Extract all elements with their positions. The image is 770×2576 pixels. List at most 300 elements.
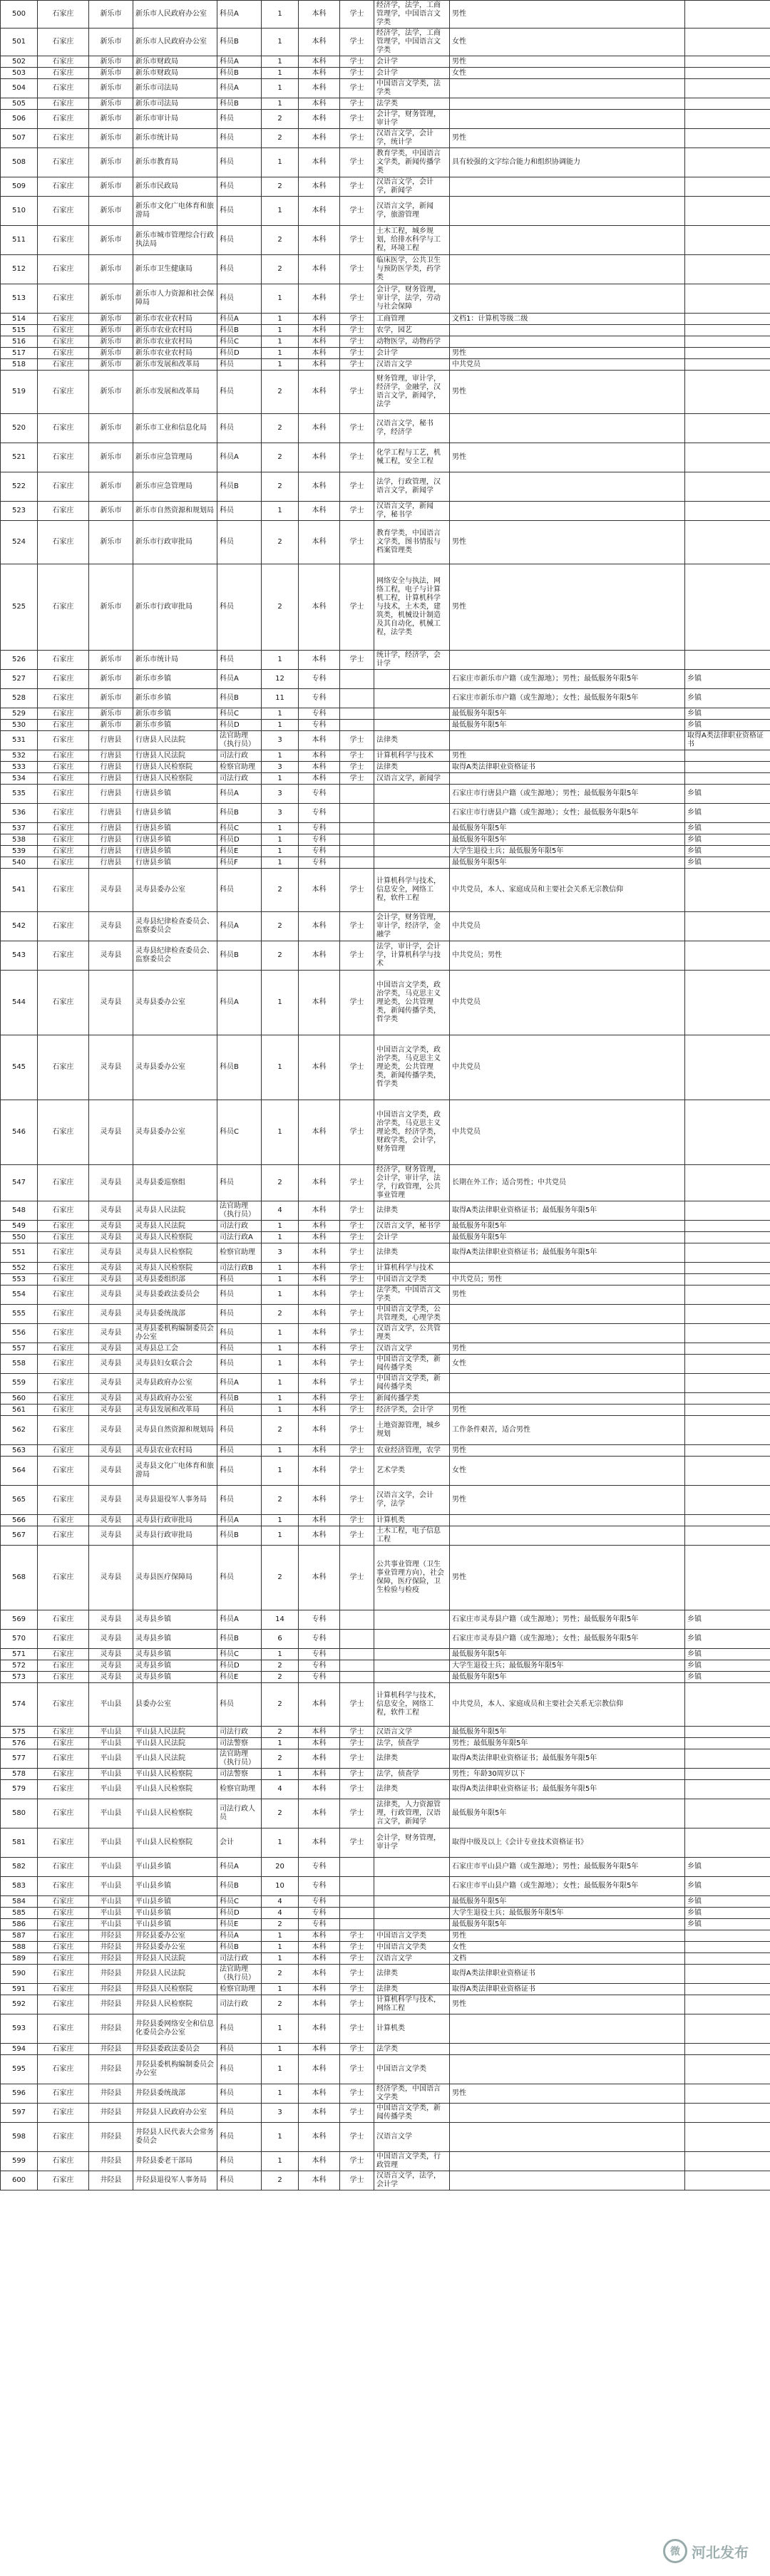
table-cell: 学士 — [340, 1683, 374, 1727]
table-cell: 522 — [1, 472, 38, 502]
table-cell: 2 — [262, 912, 299, 941]
table-cell — [685, 1984, 770, 1995]
table-cell: 科员A — [217, 1, 262, 29]
table-cell: 573 — [1, 1672, 38, 1683]
table-cell: 新乐市应急管理局 — [133, 472, 217, 502]
table-cell: 1 — [262, 1930, 299, 1942]
table-cell: 594 — [1, 2044, 38, 2055]
table-cell: 石家庄 — [38, 1, 89, 29]
table-cell: 法律类 — [374, 731, 450, 750]
table-cell: 石家庄 — [38, 472, 89, 502]
table-cell: 学士 — [340, 29, 374, 56]
table-cell — [685, 1965, 770, 1984]
table-cell: 10 — [262, 1877, 299, 1896]
table-cell — [340, 785, 374, 804]
table-cell — [685, 2044, 770, 2055]
table-row — [1, 255, 770, 284]
table-cell: 井陉县委机构编制委员会办公室 — [133, 2055, 217, 2084]
table-cell: 男性；最低服务年限5年 — [450, 1738, 685, 1749]
table-cell: 乡镇 — [685, 670, 770, 689]
table-cell: 井陉县 — [89, 1930, 133, 1942]
table-cell: 科员 — [217, 197, 262, 226]
table-cell: 1 — [262, 1526, 299, 1546]
table-cell: 石家庄 — [38, 857, 89, 869]
table-cell: 学士 — [340, 1546, 374, 1610]
table-cell: 灵寿县 — [89, 1610, 133, 1630]
table-cell: 男性 — [450, 1995, 685, 2014]
table-cell — [450, 1393, 685, 1405]
table-cell: 石家庄 — [38, 1515, 89, 1526]
table-cell: 学士 — [340, 2084, 374, 2104]
table-row — [1, 1942, 770, 1953]
table-cell: 经济学，财务管理，会计学，审计学，法学，行政管理，公共事业管理 — [374, 1165, 450, 1201]
table-row — [1, 1305, 770, 1324]
table-cell: 本科 — [299, 1355, 340, 1374]
table-cell: 1 — [262, 1445, 299, 1457]
table-cell: 检察官助理 — [217, 762, 262, 773]
table-cell: 506 — [1, 110, 38, 129]
table-cell: 科员 — [217, 284, 262, 314]
table-cell: 本科 — [299, 414, 340, 443]
table-cell: 本科 — [299, 2152, 340, 2171]
table-cell: 本科 — [299, 1243, 340, 1263]
table-cell: 科员A — [217, 1515, 262, 1526]
table-cell: 井陉县 — [89, 2104, 133, 2123]
table-cell: 石家庄 — [38, 29, 89, 56]
table-cell: 灵寿县委统战部 — [133, 1305, 217, 1324]
table-cell — [685, 68, 770, 79]
table-cell: 科员B — [217, 1393, 262, 1405]
table-cell: 灵寿县文化广电体育和旅游局 — [133, 1457, 217, 1486]
table-cell: 石家庄 — [38, 689, 89, 708]
table-cell — [685, 1749, 770, 1769]
table-cell: 乡镇 — [685, 1858, 770, 1877]
table-cell: 灵寿县委办公室 — [133, 1100, 217, 1165]
table-cell: 1 — [262, 2014, 299, 2044]
table-cell: 石家庄 — [38, 414, 89, 443]
table-cell: 石家庄 — [38, 2044, 89, 2055]
table-cell: 灵寿县 — [89, 1405, 133, 1416]
table-cell: 石家庄市行唐县户籍（或生源地）；男性；最低服务年限5年 — [450, 785, 685, 804]
table-row — [1, 670, 770, 689]
table-row — [1, 2084, 770, 2104]
table-cell: 新乐市人民政府办公室 — [133, 1, 217, 29]
table-cell: 中共党员，本人、家庭成员和主要社会关系无宗教信仰 — [450, 1683, 685, 1727]
table-cell — [685, 971, 770, 1035]
table-cell: 石家庄 — [38, 1995, 89, 2014]
table-cell: 教育学类，中国语言文学类，新闻传播学类 — [374, 148, 450, 177]
table-cell — [450, 79, 685, 98]
table-cell: 新乐市 — [89, 98, 133, 110]
table-cell: 学士 — [340, 177, 374, 197]
table-cell: 中共党员 — [450, 359, 685, 371]
table-cell: 新乐市发展和改革局 — [133, 371, 217, 414]
table-row — [1, 79, 770, 98]
table-row — [1, 1486, 770, 1515]
table-cell: 544 — [1, 971, 38, 1035]
table-cell: 2 — [262, 414, 299, 443]
table-cell: 505 — [1, 98, 38, 110]
table-cell: 540 — [1, 857, 38, 869]
table-cell — [685, 110, 770, 129]
table-row — [1, 651, 770, 670]
table-cell: 中国语言文学类 — [374, 1274, 450, 1286]
table-cell: 本科 — [299, 1286, 340, 1305]
table-cell: 行唐县乡镇 — [133, 857, 217, 869]
table-cell — [685, 1738, 770, 1749]
table-cell: 检察官助理 — [217, 1780, 262, 1799]
table-cell — [450, 2171, 685, 2190]
table-row — [1, 2055, 770, 2084]
table-cell: 577 — [1, 1749, 38, 1769]
table-cell: 本科 — [299, 255, 340, 284]
table-cell: 专科 — [299, 1649, 340, 1660]
table-cell: 科员 — [217, 255, 262, 284]
table-row — [1, 708, 770, 720]
table-cell: 571 — [1, 1649, 38, 1660]
table-cell — [340, 1630, 374, 1649]
table-cell: 新乐市自然资源和规划局 — [133, 502, 217, 521]
table-cell: 工商管理 — [374, 314, 450, 325]
table-row — [1, 1630, 770, 1649]
table-cell: 艺术学类 — [374, 1457, 450, 1486]
table-cell: 503 — [1, 68, 38, 79]
table-cell: 本科 — [299, 1201, 340, 1221]
table-cell: 计算机类 — [374, 2014, 450, 2044]
table-cell: 法学，行政管理，汉语言文学，新闻学 — [374, 472, 450, 502]
table-row — [1, 68, 770, 79]
table-cell: 乡镇 — [685, 1610, 770, 1630]
table-cell: 学士 — [340, 98, 374, 110]
table-cell: 596 — [1, 2084, 38, 2104]
table-cell: 本科 — [299, 197, 340, 226]
table-row — [1, 1610, 770, 1630]
table-cell: 专科 — [299, 1896, 340, 1908]
table-cell: 科员 — [217, 1324, 262, 1343]
table-cell: 平山县 — [89, 1738, 133, 1749]
table-cell: 汉语言文学，会计学，法学 — [374, 1486, 450, 1515]
table-cell: 学士 — [340, 1324, 374, 1343]
table-row — [1, 414, 770, 443]
table-cell: 灵寿县委办公室 — [133, 971, 217, 1035]
table-cell: 本科 — [299, 2014, 340, 2044]
table-cell — [374, 1660, 450, 1672]
table-cell: 男性 — [450, 564, 685, 651]
table-cell: 本科 — [299, 1457, 340, 1486]
table-cell: 取得A类法律职业资格证书；最低服务年限5年 — [450, 1749, 685, 1769]
table-cell: 本科 — [299, 336, 340, 348]
table-row — [1, 1, 770, 29]
table-cell: 汉语言文学，会计学，统计学 — [374, 129, 450, 148]
table-cell: 科员A — [217, 912, 262, 941]
table-cell: 灵寿县 — [89, 912, 133, 941]
table-cell: 科员A — [217, 56, 262, 68]
table-cell: 专科 — [299, 1858, 340, 1877]
table-cell: 本科 — [299, 29, 340, 56]
table-cell: 学士 — [340, 1486, 374, 1515]
table-cell: 学士 — [340, 1232, 374, 1243]
table-cell: 科员 — [217, 1457, 262, 1486]
table-cell: 595 — [1, 2055, 38, 2084]
table-cell: 汉语言文学，秘书学 — [374, 1221, 450, 1232]
table-row — [1, 1877, 770, 1896]
table-cell: 学士 — [340, 1526, 374, 1546]
table-cell — [374, 823, 450, 834]
table-cell: 1 — [262, 79, 299, 98]
table-cell: 灵寿县人民检察院 — [133, 1263, 217, 1274]
table-cell: 新乐市司法局 — [133, 79, 217, 98]
table-cell: 学士 — [340, 56, 374, 68]
table-cell: 最低服务年限5年 — [450, 834, 685, 846]
table-cell: 新乐市 — [89, 29, 133, 56]
table-cell: 经济学类，中国语言文学类 — [374, 2084, 450, 2104]
table-cell: 石家庄 — [38, 1953, 89, 1965]
table-cell: 乡镇 — [685, 823, 770, 834]
table-cell: 石家庄 — [38, 1445, 89, 1457]
table-cell: 专科 — [299, 1630, 340, 1649]
table-cell: 行唐县乡镇 — [133, 846, 217, 857]
table-cell: 学士 — [340, 1515, 374, 1526]
table-cell: 学士 — [340, 502, 374, 521]
table-cell: 学士 — [340, 1343, 374, 1355]
table-cell: 科员 — [217, 129, 262, 148]
table-cell: 男性 — [450, 1546, 685, 1610]
table-cell: 灵寿县退役军人事务局 — [133, 1486, 217, 1515]
table-row — [1, 1995, 770, 2014]
table-cell: 石家庄 — [38, 1305, 89, 1324]
table-cell: 司法行政 — [217, 750, 262, 762]
table-cell: 1 — [262, 148, 299, 177]
table-cell: 501 — [1, 29, 38, 56]
table-cell: 井陉县人民法院 — [133, 1965, 217, 1984]
table-cell: 灵寿县 — [89, 869, 133, 912]
table-cell: 石家庄 — [38, 2171, 89, 2190]
table-cell: 取得A类法律职业资格证书 — [685, 731, 770, 750]
table-cell: 新乐市 — [89, 336, 133, 348]
table-cell: 新乐市文化广电体育和旅游局 — [133, 197, 217, 226]
table-cell: 本科 — [299, 472, 340, 502]
table-cell: 石家庄 — [38, 1274, 89, 1286]
table-cell: 石家庄 — [38, 1232, 89, 1243]
table-cell: 灵寿县人民法院 — [133, 1201, 217, 1221]
table-cell — [685, 1221, 770, 1232]
table-cell — [685, 1526, 770, 1546]
table-cell — [374, 1919, 450, 1930]
table-cell: 学士 — [340, 371, 374, 414]
table-cell: 本科 — [299, 1727, 340, 1738]
table-cell: 石家庄 — [38, 2055, 89, 2084]
table-cell: 500 — [1, 1, 38, 29]
table-cell: 司法行政 — [217, 1995, 262, 2014]
table-cell: 灵寿县人民检察院 — [133, 1243, 217, 1263]
table-cell: 灵寿县 — [89, 1526, 133, 1546]
table-cell: 科员 — [217, 2084, 262, 2104]
table-cell: 男性 — [450, 1445, 685, 1457]
table-cell: 行唐县人民法院 — [133, 731, 217, 750]
table-cell: 新乐市 — [89, 314, 133, 325]
table-cell: 593 — [1, 2014, 38, 2044]
table-cell — [450, 1305, 685, 1324]
table-cell: 灵寿县 — [89, 1393, 133, 1405]
table-cell: 学士 — [340, 1393, 374, 1405]
table-cell — [685, 1799, 770, 1828]
table-cell — [450, 1374, 685, 1393]
table-cell: 汉语言文学，秘书学，经济学 — [374, 414, 450, 443]
table-cell — [374, 857, 450, 869]
table-cell: 会计学，财务管理，审计学 — [374, 110, 450, 129]
table-cell — [374, 1908, 450, 1919]
table-cell: 3 — [262, 731, 299, 750]
table-cell: 平山县人民检察院 — [133, 1828, 217, 1858]
table-cell: 530 — [1, 720, 38, 731]
table-cell: 石家庄 — [38, 1738, 89, 1749]
table-cell: 1 — [262, 857, 299, 869]
table-cell: 石家庄 — [38, 2084, 89, 2104]
table-cell: 取得中级及以上《会计专业技术资格证书》 — [450, 1828, 685, 1858]
table-cell: 法律类，人力资源管理，行政管理，汉语言文学，新闻学 — [374, 1799, 450, 1828]
table-row — [1, 1649, 770, 1660]
table-cell: 中国语言文学类 — [374, 1930, 450, 1942]
table-cell: 井陉县 — [89, 2123, 133, 2152]
table-cell: 3 — [262, 804, 299, 823]
table-cell: 石家庄 — [38, 1908, 89, 1919]
table-cell: 大学生退役士兵；最低服务年限5年 — [450, 1908, 685, 1919]
table-cell — [685, 564, 770, 651]
table-cell: 本科 — [299, 371, 340, 414]
table-cell — [685, 325, 770, 336]
table-cell: 石家庄市平山县户籍（或生源地）；男性；最低服务年限5年 — [450, 1858, 685, 1877]
table-cell: 井陉县退役军人事务局 — [133, 2171, 217, 2190]
table-cell: 石家庄 — [38, 731, 89, 750]
table-cell: 555 — [1, 1305, 38, 1324]
table-cell: 14 — [262, 1610, 299, 1630]
table-cell: 灵寿县人民法院 — [133, 1221, 217, 1232]
table-cell — [450, 336, 685, 348]
table-cell: 灵寿县 — [89, 1660, 133, 1672]
table-cell: 2 — [262, 564, 299, 651]
table-cell: 科员 — [217, 371, 262, 414]
table-cell: 562 — [1, 1416, 38, 1445]
table-cell: 学士 — [340, 762, 374, 773]
table-cell: 新乐市农业农村局 — [133, 336, 217, 348]
table-cell: 司法行政 — [217, 1953, 262, 1965]
table-cell: 1 — [262, 1405, 299, 1416]
table-cell: 565 — [1, 1486, 38, 1515]
table-row — [1, 325, 770, 336]
table-cell: 科员 — [217, 2171, 262, 2190]
table-cell — [450, 651, 685, 670]
table-cell: 本科 — [299, 773, 340, 785]
table-cell: 会计学 — [374, 1232, 450, 1243]
table-cell: 学士 — [340, 472, 374, 502]
table-cell — [685, 869, 770, 912]
table-cell: 科员 — [217, 110, 262, 129]
table-cell: 石家庄 — [38, 79, 89, 98]
table-cell — [685, 255, 770, 284]
table-cell: 科员B — [217, 472, 262, 502]
table-cell: 井陉县委办公室 — [133, 1942, 217, 1953]
table-cell: 法学，侦查学 — [374, 1769, 450, 1780]
table-cell: 汉语言文学，会计学，新闻学 — [374, 177, 450, 197]
table-cell: 石家庄 — [38, 1727, 89, 1738]
table-cell: 灵寿县委机构编制委员会办公室 — [133, 1324, 217, 1343]
table-cell: 灵寿县妇女联合会 — [133, 1355, 217, 1374]
table-cell: 本科 — [299, 1984, 340, 1995]
table-cell: 教育学类，中国语言文学类，图书情报与档案管理类 — [374, 521, 450, 564]
table-cell: 石家庄 — [38, 1546, 89, 1610]
table-cell — [685, 1953, 770, 1965]
table-cell: 行唐县人民法院 — [133, 750, 217, 762]
table-cell: 4 — [262, 1896, 299, 1908]
table-cell: 学士 — [340, 1374, 374, 1393]
table-cell: 本科 — [299, 1405, 340, 1416]
table-cell — [685, 348, 770, 359]
table-cell: 科员C — [217, 1896, 262, 1908]
table-cell: 井陉县人民检察院 — [133, 1995, 217, 2014]
table-cell — [685, 1343, 770, 1355]
table-cell: 新闻传播学类 — [374, 1393, 450, 1405]
table-cell: 科员B — [217, 1942, 262, 1953]
table-cell: 2 — [262, 941, 299, 971]
table-cell: 法官助理（执行员） — [217, 1749, 262, 1769]
table-row — [1, 1201, 770, 1221]
table-cell — [374, 1877, 450, 1896]
table-row — [1, 1405, 770, 1416]
table-cell: 新乐市 — [89, 110, 133, 129]
table-cell: 科员 — [217, 1405, 262, 1416]
table-cell: 本科 — [299, 1232, 340, 1243]
table-cell: 新乐市乡镇 — [133, 689, 217, 708]
table-cell: 取得A类法律职业资格证书；最低服务年限5年 — [450, 1243, 685, 1263]
table-cell: 灵寿县 — [89, 1355, 133, 1374]
table-cell — [374, 708, 450, 720]
table-cell: 男性 — [450, 371, 685, 414]
table-cell: 本科 — [299, 177, 340, 197]
table-cell: 新乐市 — [89, 472, 133, 502]
table-row — [1, 1546, 770, 1610]
table-row — [1, 941, 770, 971]
table-cell: 科员A — [217, 443, 262, 472]
table-row — [1, 1416, 770, 1445]
table-cell: 2 — [262, 1672, 299, 1683]
table-cell: 523 — [1, 502, 38, 521]
table-cell: 中共党员 — [450, 1100, 685, 1165]
table-cell: 平山县乡镇 — [133, 1858, 217, 1877]
table-cell: 科员B — [217, 68, 262, 79]
table-cell: 学士 — [340, 1953, 374, 1965]
table-row — [1, 731, 770, 750]
table-cell: 专科 — [299, 1877, 340, 1896]
table-cell: 公共事业管理（卫生事业管理方向），社会保障，医疗保险，卫生检验与检疫 — [374, 1546, 450, 1610]
table-cell: 本科 — [299, 502, 340, 521]
table-cell: 本科 — [299, 1930, 340, 1942]
table-cell: 中国语言文学类，政治学类，马克思主义理论类，经济学类，财政学类，会计学，财务管理 — [374, 1100, 450, 1165]
table-cell — [685, 1515, 770, 1526]
table-cell: 石家庄 — [38, 651, 89, 670]
table-cell: 新乐市行政审批局 — [133, 521, 217, 564]
table-cell: 最低服务年限5年 — [450, 1919, 685, 1930]
table-cell: 科员E — [217, 1919, 262, 1930]
table-cell: 新乐市 — [89, 226, 133, 255]
table-row — [1, 197, 770, 226]
table-cell: 灵寿县委巡察组 — [133, 1165, 217, 1201]
table-cell — [685, 1995, 770, 2014]
table-cell: 石家庄 — [38, 971, 89, 1035]
table-cell: 动物医学，动物药学 — [374, 336, 450, 348]
table-cell: 最低服务年限5年 — [450, 1896, 685, 1908]
table-cell: 专科 — [299, 1919, 340, 1930]
table-cell: 599 — [1, 2152, 38, 2171]
